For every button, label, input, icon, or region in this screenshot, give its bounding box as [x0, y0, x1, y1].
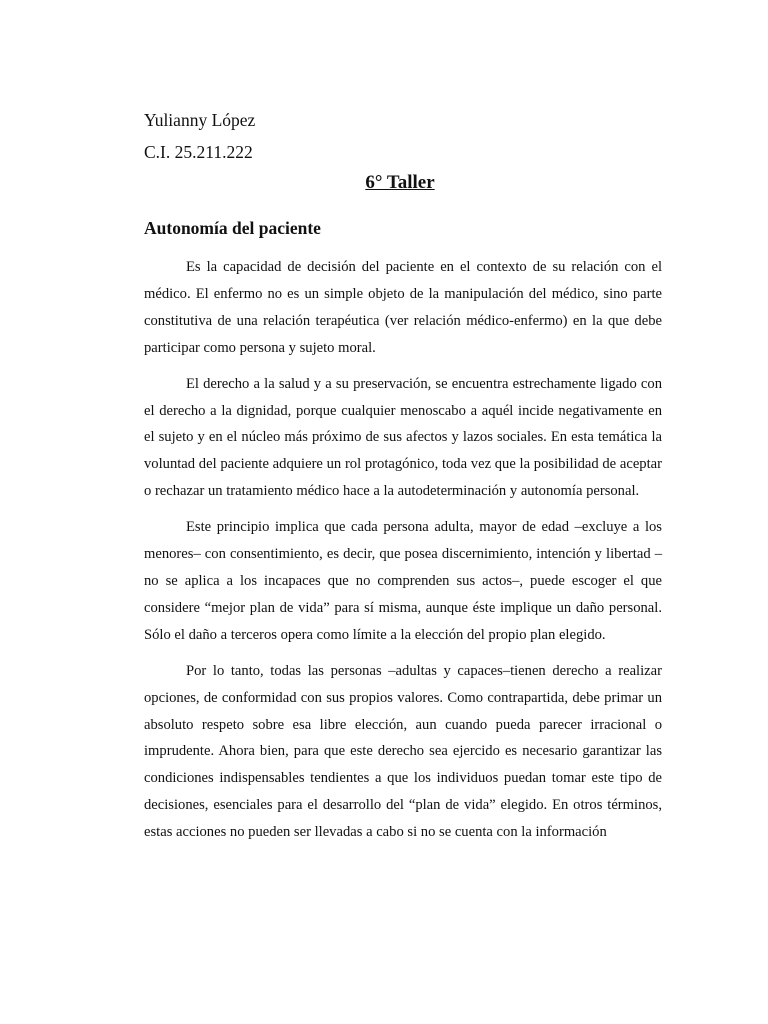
section-heading: Autonomía del paciente [144, 218, 321, 238]
paragraph-2: El derecho a la salud y a su preservación, se encuentra estrechamente ligado con el derecho a la dignidad, porque cualquier menoscabo a aquél incide negativamente en el sujeto y en el núcleo más próximo de sus afectos y lazos sociales. En esta temática la voluntad del paciente adquiere un rol protagónico, toda vez que la posibilidad de aceptar o rechazar un tratamiento médico hace a la autodeterminación y autonomía personal. [144, 375, 662, 500]
document-body [144, 254, 662, 855]
author-id: C.I. 25.211.222 [144, 142, 253, 162]
document-title: 6° Taller [365, 172, 435, 193]
paragraph-4: Por lo tanto, todas las personas –adultas y capaces–tienen derecho a realizar opciones, de conformidad con sus propios valores. Como contrapartida, debe primar un absoluto respeto sobre esa libre elección, aun cuando pueda parecer irracional o imprudente. Ahora bien, para que este derecho sea ejercido es necesario garantizar las condiciones indispensables tendientes a que los individuos puedan tomar este tipo de decisiones, esenciales para el desarrollo del “plan de vida” elegido. En otros términos, estas acciones no pueden ser llevadas a cabo si no se cuenta con la información [144, 662, 662, 841]
author-name: Yulianny López [144, 110, 256, 130]
paragraph-1: Es la capacidad de decisión del paciente en el contexto de su relación con el médico. El enfermo no es un simple objeto de la manipulación del médico, sino parte constitutiva de una relación terapéutica (ver relación médico-enfermo) en la que debe participar como persona y sujeto moral. [144, 259, 662, 356]
paragraph-3: Este principio implica que cada persona adulta, mayor de edad –excluye a los menores– con consentimiento, es decir, que posea discernimiento, intención y libertad –no se aplica a los incapaces que no comprenden sus actos–, puede escoger el que considere “mejor plan de vida” para sí misma, aunque éste implique un daño personal. Sólo el daño a terceros opera como límite a la elección del propio plan elegido. [144, 519, 662, 643]
